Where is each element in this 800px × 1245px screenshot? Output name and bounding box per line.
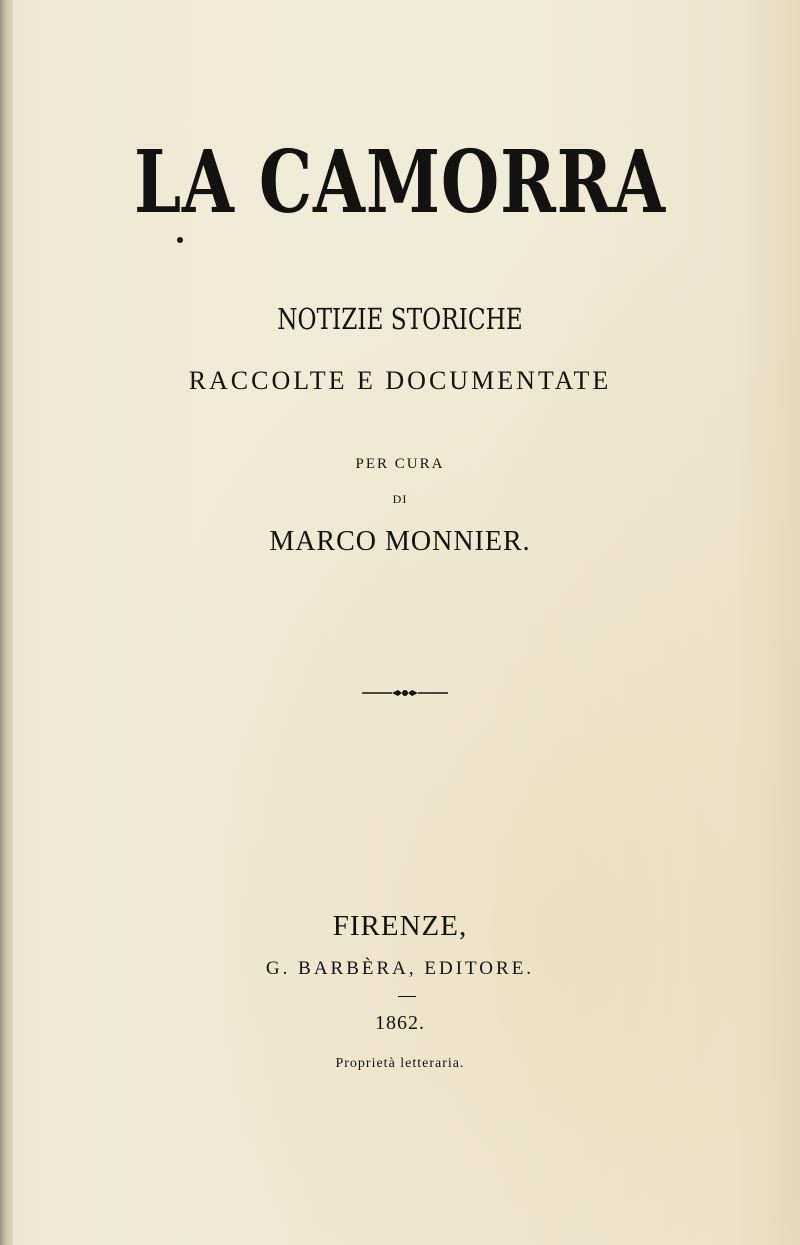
rights-note: Proprietà letteraria. (335, 1056, 465, 1071)
publisher-name: G. BARBÈRA, EDITORE. (265, 958, 535, 979)
book-title: LA CAMORRA (133, 132, 667, 233)
publication-city: FIRENZE, (332, 910, 468, 942)
ink-speck (177, 237, 183, 243)
publication-year: 1862. (375, 1012, 425, 1034)
fleuron-ornament-icon (362, 686, 448, 700)
divider-rule (398, 996, 416, 997)
di-label: DI (392, 492, 408, 506)
per-cura-label: PER CURA (355, 456, 445, 472)
book-subtitle-line2: RACCOLTE E DOCUMENTATE (188, 366, 612, 395)
book-subtitle: NOTIZIE STORICHE (277, 302, 523, 336)
author-name: MARCO MONNIER. (269, 526, 531, 557)
